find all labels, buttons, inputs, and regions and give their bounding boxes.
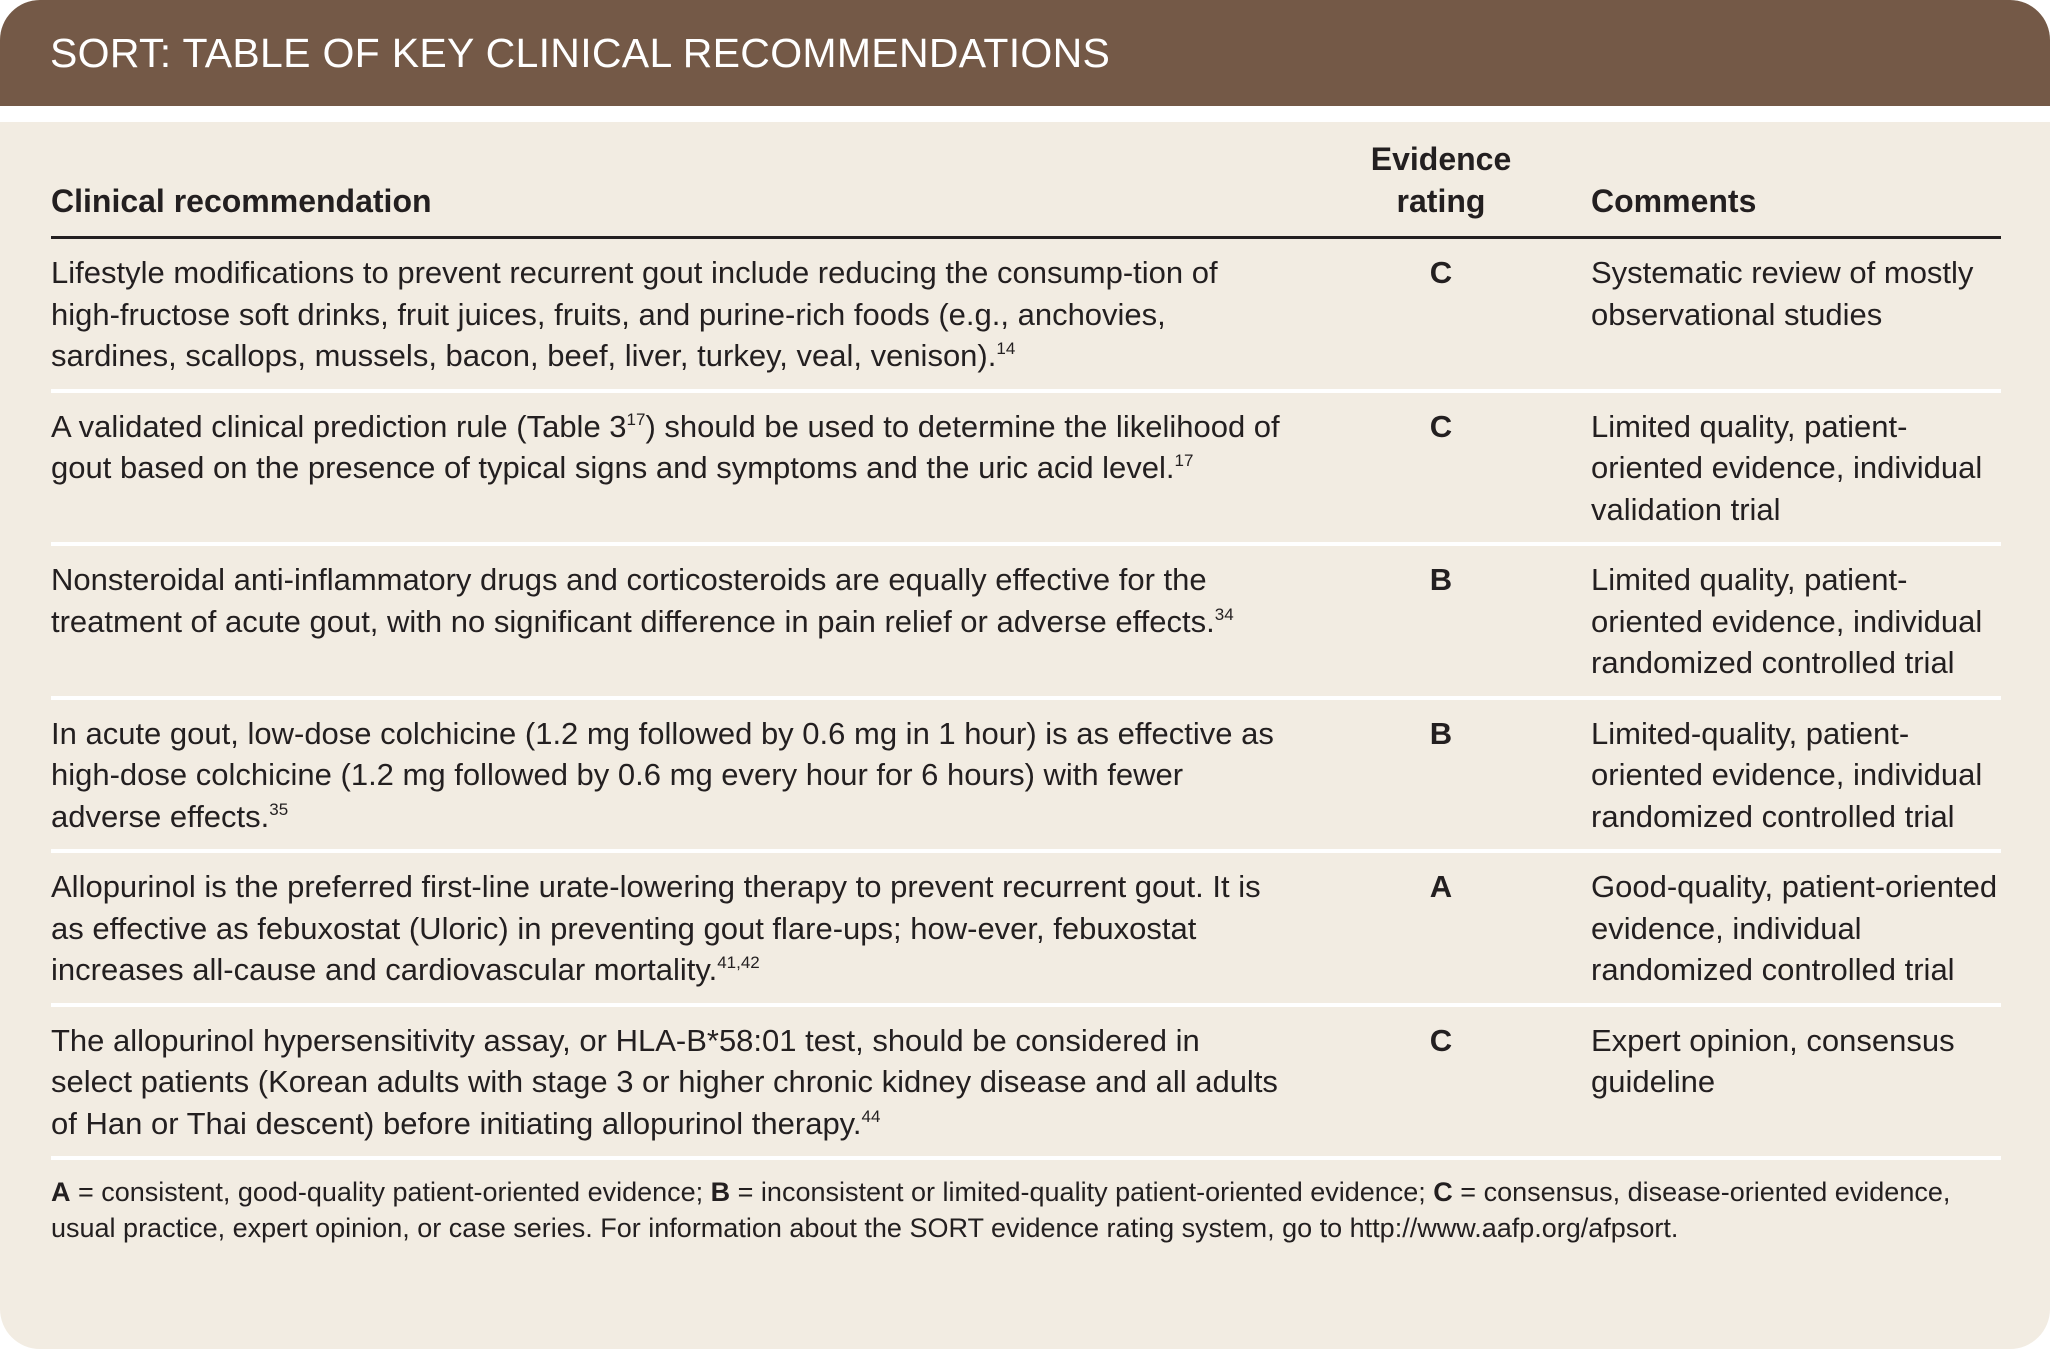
reference-superscript: 14: [996, 339, 1016, 358]
table-row: [51, 238, 2001, 391]
recommendation-cell: [51, 851, 1301, 1005]
rating-cell: A: [1301, 851, 1581, 1005]
reference-superscript: 44: [861, 1106, 881, 1126]
header-divider: [0, 106, 2050, 122]
table-row: [51, 391, 2001, 545]
recommendation-text: Allopurinol is the preferred first-line urate-lowering therapy to prevent recurrent gout. It is as effective as febuxostat (Uloric) in preventing gout flare-ups; how-ever, febuxostat increases all-cause and cardiovascular mortality.: [51, 869, 1261, 987]
table-header-bar: [0, 0, 2050, 106]
reference-superscript: 34: [1214, 604, 1234, 624]
comments-cell: Limited-quality, patient-oriented evidence, individual randomized controlled trial: [1581, 698, 2001, 852]
recommendation-cell: [51, 698, 1301, 852]
rating-cell: B: [1301, 544, 1581, 698]
rating-cell: C: [1301, 238, 1581, 391]
recommendation-text: A validated clinical prediction rule (Table 3: [51, 408, 627, 444]
recommendation-text: Nonsteroidal anti-inflammatory drugs and corticosteroids are equally effective for the treatment of acute gout, with no significant difference in pain relief or adverse effects.: [51, 562, 1215, 639]
table-row: [51, 851, 2001, 1005]
table-row: [51, 1005, 2001, 1159]
recommendation-text: The allopurinol hypersensitivity assay, or HLA-B*58:01 test, should be considered in select patients (Korean adults with stage 3 or higher chronic kidney disease and all adults of Han or Thai descent) before initiating allopurinol therapy.: [51, 1022, 1278, 1141]
recommendation-text: In acute gout, low-dose colchicine (1.2 mg followed by 0.6 mg in 1 hour) is as effective as high-dose colchicine (1.2 mg followed by 0.6 mg every hour for 6 hours) with fewer adverse effects.: [51, 715, 1274, 834]
rating-cell: C: [1301, 391, 1581, 545]
rating-cell: B: [1301, 698, 1581, 852]
recommendation-text: Lifestyle modifications to prevent recurrent gout include reducing the consump-tion of high-fructose soft drinks, fruit juices, fruits, and purine-rich foods (e.g., anchovies, sardines, scallops, mussels, bacon, beef, liver, turkey, veal, venison).: [51, 255, 1218, 373]
recommendations-table: [51, 122, 2001, 1160]
column-header-rating-line1: Evidence: [1370, 141, 1512, 177]
comments-cell: Limited quality, patient-oriented evidence, individual validation trial: [1581, 391, 2001, 545]
footnote-text-b: = inconsistent or limited-quality patient-oriented evidence;: [730, 1177, 1434, 1207]
reference-superscript: 35: [269, 799, 289, 819]
comments-cell: Systematic review of mostly observational studies: [1581, 238, 2001, 391]
table-content: [51, 122, 2001, 1246]
recommendation-cell: [51, 391, 1301, 545]
footnote-text-a: = consistent, good-quality patient-oriented evidence;: [70, 1177, 711, 1207]
recommendation-cell: [51, 544, 1301, 698]
footnote-text-c: = consensus, disease-oriented evidence, usual practice, expert opinion, or case series. For information about the SORT evidence rating system, go to http://www.aafp.org/afpsort.: [51, 1177, 1951, 1243]
column-header-recommendation: Clinical recommendation: [51, 122, 1301, 238]
reference-superscript: 17: [1174, 451, 1194, 470]
rating-cell: C: [1301, 1005, 1581, 1159]
comments-cell: Limited quality, patient-oriented evidence, individual randomized controlled trial: [1581, 544, 2001, 698]
table-row: [51, 544, 2001, 698]
column-header-comments: Comments: [1581, 122, 2001, 238]
table-row: [51, 698, 2001, 852]
reference-superscript: 17: [626, 409, 646, 429]
table-title: SORT: TABLE OF KEY CLINICAL RECOMMENDATIONS: [50, 29, 1111, 76]
evidence-key-footnote: [51, 1174, 2001, 1246]
footnote-key-a: A: [51, 1177, 71, 1207]
column-header-row: [51, 122, 2001, 238]
recommendation-cell: [51, 1005, 1301, 1159]
comments-cell: Good-quality, patient-oriented evidence, individual randomized controlled trial: [1581, 851, 2001, 1005]
recommendation-text: ) should be used to determine the likelihood of gout based on the presence of typical signs and symptoms and the uric acid level.: [51, 408, 1280, 485]
footnote-key-b: B: [710, 1177, 731, 1207]
footnote-key-c: C: [1433, 1177, 1453, 1207]
comments-cell: Expert opinion, consensus guideline: [1581, 1005, 2001, 1159]
column-header-rating-line2: rating: [1396, 183, 1486, 219]
recommendation-cell: [51, 238, 1301, 391]
reference-superscript: 41,42: [717, 953, 760, 972]
column-header-rating: [1301, 122, 1581, 238]
